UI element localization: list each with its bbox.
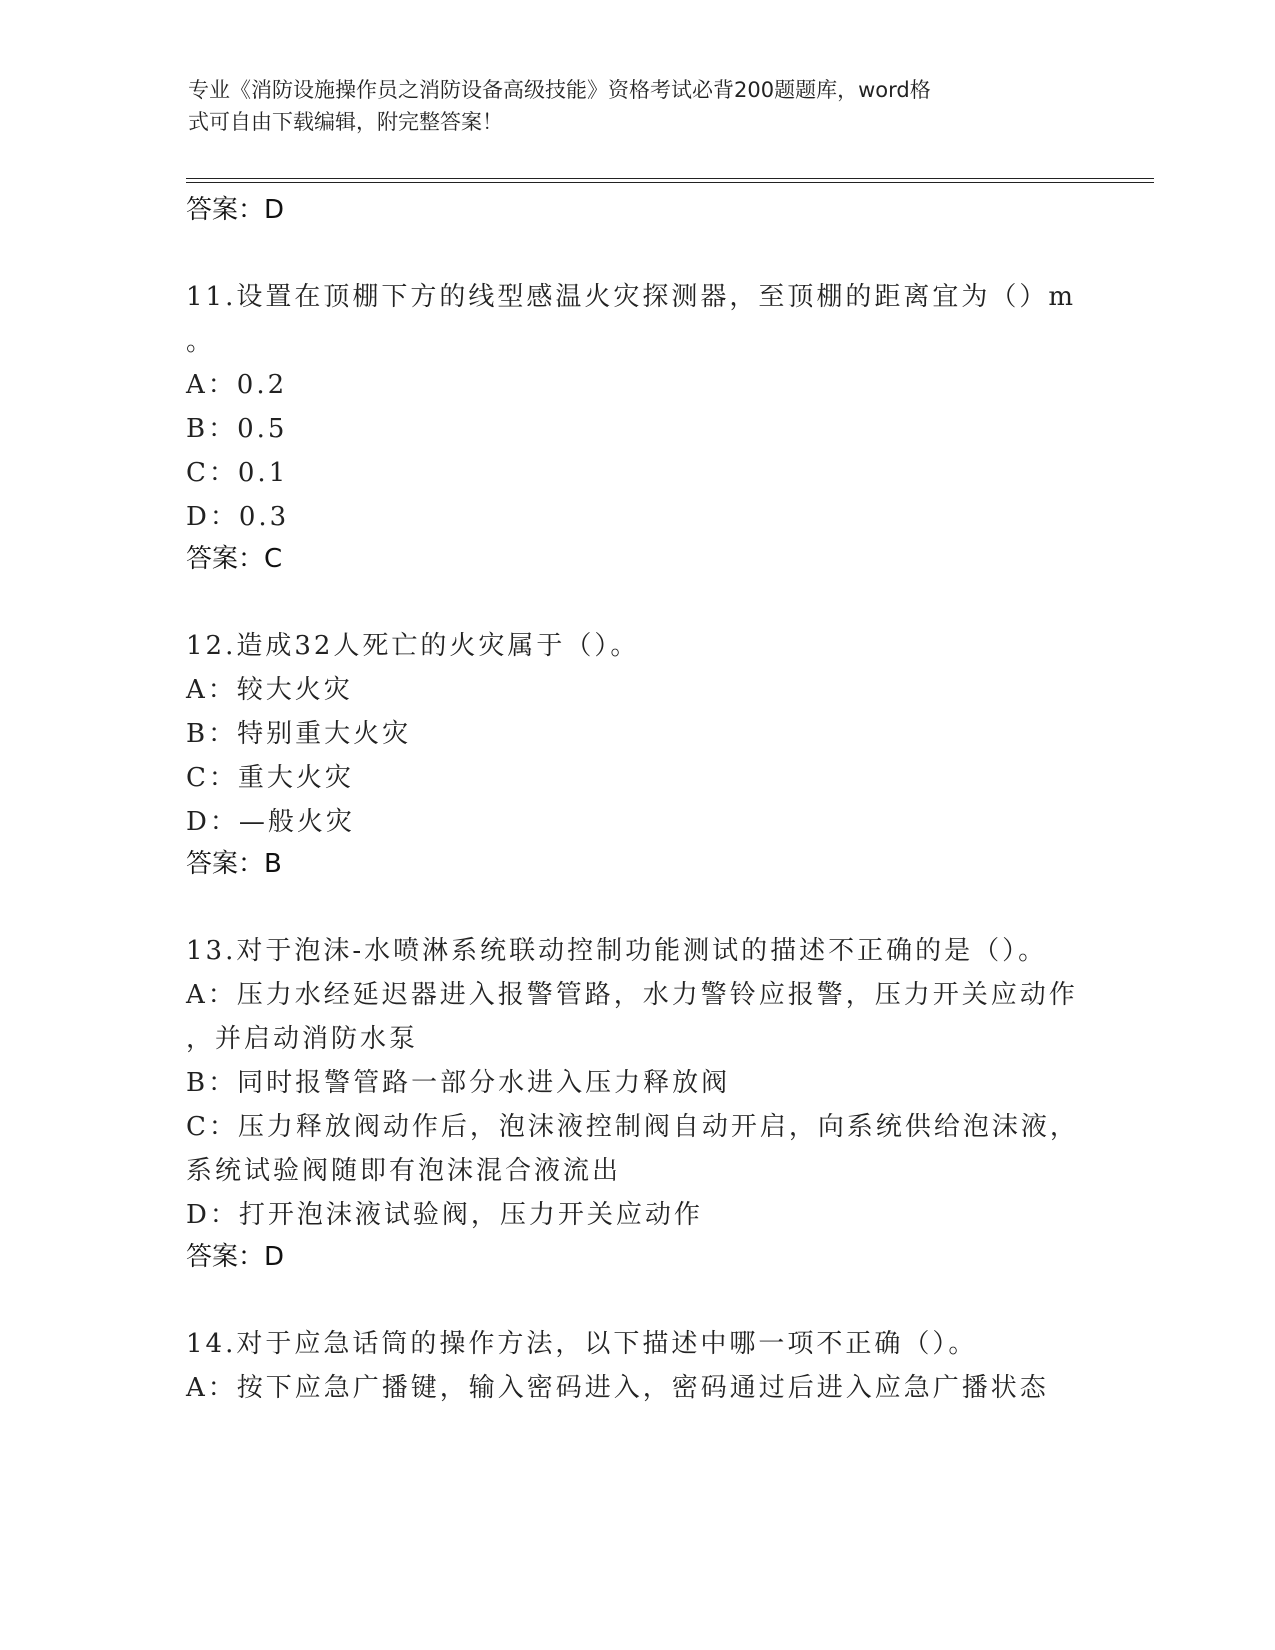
q13-option-a-line-2: ，并启动消防水泵	[186, 1024, 419, 1054]
document-header	[188, 74, 1068, 138]
q13-option-c-line-1: C：压力释放阀动作后，泡沫液控制阀自动开启，向系统供给泡沫液，	[186, 1112, 1079, 1142]
q12-option-b: B：特别重大火灾	[186, 719, 412, 749]
q13-option-d: D：打开泡沫液试验阀，压力开关应动作	[186, 1200, 703, 1230]
header-title-line-2: 式可自由下载编辑，附完整答案！	[188, 110, 503, 134]
q14-stem: 14.对于应急话筒的操作方法，以下描述中哪一项不正确（）。	[186, 1329, 978, 1359]
q13-option-b: B：同时报警管路一部分水进入压力释放阀	[186, 1068, 731, 1098]
q12-option-a: A：较大火灾	[186, 675, 353, 705]
q12-answer: 答案：B	[186, 849, 282, 879]
q11-option-a: A：0.2	[186, 370, 288, 400]
q11-option-b: B：0.5	[186, 414, 288, 444]
header-rule-bottom	[186, 182, 1154, 183]
previous-answer: 答案：D	[186, 195, 285, 225]
q11-option-d: D：0.3	[186, 502, 290, 532]
q11-stem-line-2: 。	[186, 327, 216, 357]
header-title-line-1: 专业《消防设施操作员之消防设备高级技能》资格考试必背200题题库，word格	[188, 78, 931, 102]
q13-stem: 13.对于泡沫-水喷淋系统联动控制功能测试的描述不正确的是（）。	[186, 936, 1048, 966]
q13-option-a-line-1: A：压力水经延迟器进入报警管路，水力警铃应报警，压力开关应动作	[186, 980, 1078, 1010]
q13-answer: 答案：D	[186, 1242, 285, 1272]
q11-option-c: C：0.1	[186, 458, 289, 488]
q12-option-c: C：重大火灾	[186, 763, 354, 793]
q11-answer: 答案：C	[186, 544, 283, 574]
q12-stem: 12.造成32人死亡的火灾属于（）。	[186, 631, 640, 661]
q12-option-d: D：—般火灾	[186, 807, 355, 837]
header-rule-top	[186, 178, 1154, 179]
q11-stem-line-1: 11.设置在顶棚下方的线型感温火灾探测器，至顶棚的距离宜为（）m	[186, 282, 1077, 312]
q13-option-c-line-2: 系统试验阀随即有泡沫混合液流出	[186, 1156, 622, 1186]
q14-option-a: A：按下应急广播键，输入密码进入，密码通过后进入应急广播状态	[186, 1373, 1049, 1403]
